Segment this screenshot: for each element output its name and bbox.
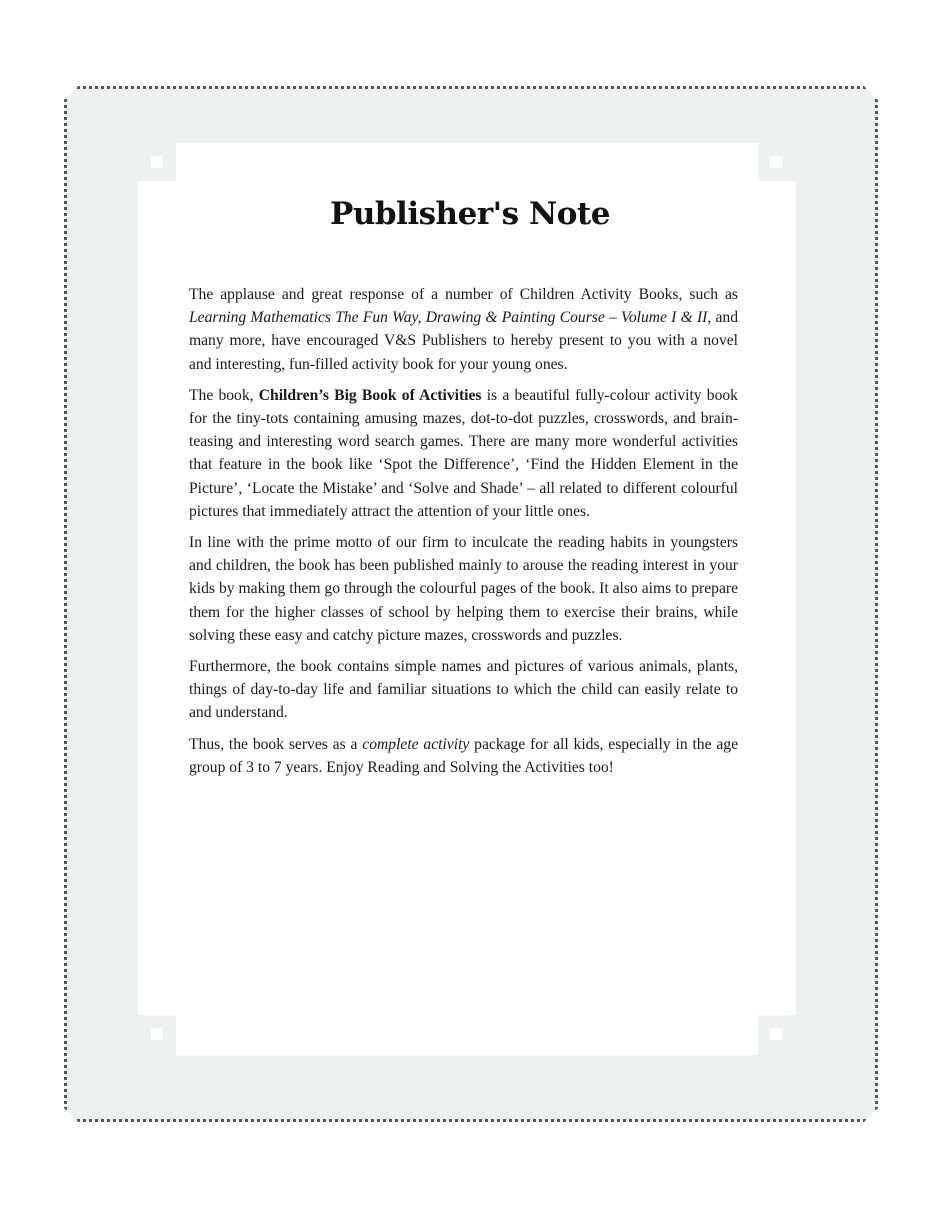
paragraph [189,655,738,725]
text-run: Furthermore, the book contains simple names and pictures of various animals, plants, things of day-to-day life and familiar situations to which the child can easily relate to and understand. [189,658,738,722]
text-run: In line with the prime motto of our firm to inculcate the reading habits in youngsters and children, the book has been published mainly to arouse the reading interest in your kids by making them go through the colourful pages of the book. It also aims to prepare them for the higher classes of school by helping them to exercise their brains, while solving these easy and catchy picture mazes, crosswords and puzzles. [189,534,738,644]
text-run: package for all kids, especially in the age group of 3 to 7 years. Enjoy Reading and Solving the Activities too! [189,735,739,776]
corner-square-tl [151,156,163,168]
paragraph [189,531,738,647]
note-body [189,283,738,787]
text-run: is a beautiful fully-colour activity book for the tiny-tots containing amusing mazes, dot-to-dot puzzles, crosswords, and brain-teasing and interesting word search games. There are many more wonderful activities that feature in the book like ‘Spot the Difference’, ‘Find the Hidden Element in the Picture’, ‘Locate the Mistake’ and ‘Solve and Shade’ – all related to different colourful pictures that immediately attract the attention of your little ones. [189,386,738,520]
corner-square-tr [770,156,782,168]
corner-square-br [770,1028,782,1040]
text-run: The book, [189,386,259,404]
paragraph [189,733,738,779]
text-run: , and many more, have encouraged V&S Publishers to hereby present to you with a novel and interesting, fun-filled activity book for your young ones. [189,309,738,373]
page-title: Publisher's Note [330,196,610,232]
corner-square-bl [151,1028,163,1040]
text-run: The applause and great response of a number of Children Activity Books, such as [189,286,738,303]
paragraph [189,283,738,376]
text-run: complete activity [362,735,470,753]
paragraph [189,384,738,523]
text-run: Children’s Big Book of Activities [258,386,482,404]
text-run: Learning Mathematics The Fun Way, Drawing & Painting Course – Volume I & II [189,309,708,327]
text-run: Thus, the book serves as a [189,735,363,753]
